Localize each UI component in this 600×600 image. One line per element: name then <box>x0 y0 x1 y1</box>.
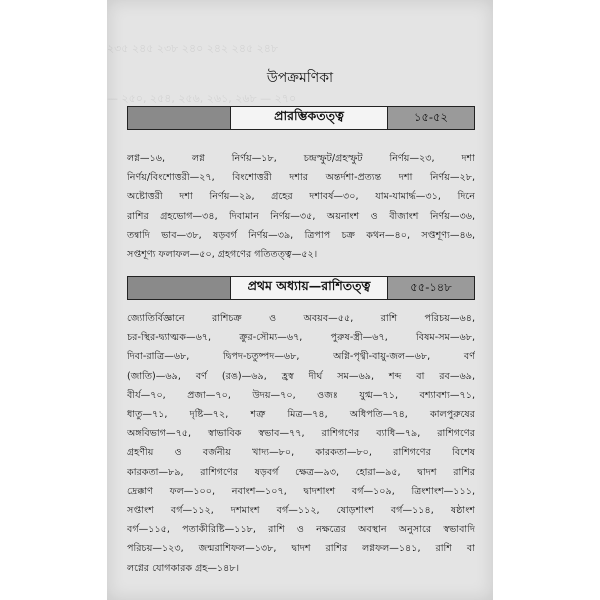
section-header-rashitattva <box>127 276 475 300</box>
book-page <box>107 0 493 600</box>
contents-line: বীর্য—৭০, প্রজা—৭০, উদয়—৭০, ওজঃ যুগ্ম—৭১, বশ্যাবশ্য—৭১, <box>127 389 475 401</box>
section-page-range: ৫৫-১৪৮ <box>387 277 474 299</box>
contents-line: লগ্নের যোগকারক গ্রহ—১৪৮। <box>127 562 240 574</box>
contents-line: তন্বাদি ভাব—৩৮, ষড়বর্গ নির্ণয়—৩৯, ত্রিপাপ চক্র কথন—৪০, সপ্তশূণ্য—৪৬, <box>127 229 475 241</box>
contents-line: ধাতু—৭১, দৃষ্টি—৭২, শত্রু মিত্র—৭৪, অধিপতি—৭৪, কালপুরুষের <box>127 409 475 421</box>
section-contents-rashitattva <box>127 309 475 578</box>
contents-line: দ্রেক্কাণ ফল—১০০, নবাংশ—১০৭, দ্বাদশাংশ বর্গ—১০৯, ত্রিংশাংশ—১১১, <box>127 485 475 497</box>
section-header-shade-left <box>128 277 231 299</box>
contents-line: নির্ণয়/বিংশোত্তরী—২৭, বিংশোত্তরী দশার অন্তর্দশা-প্রত্যন্ত দশা নির্ণয়—২৮, <box>127 172 475 184</box>
contents-line: পরিচয়—১২৩, জন্মরাশিফল—১৩৮, দ্বাদশ রাশির লগ্নফল—১৪১, রাশি বা <box>127 543 475 555</box>
section-heading: প্রথম অধ্যায়—রাশিতত্ত্ব <box>247 278 371 293</box>
contents-line: চর-স্থির-দ্ব্যাত্মক—৬৭, ক্রুর-সৌম্য—৬৭, পুরুষ-স্ত্রী—৬৭, বিষম-সম—৬৮, <box>127 332 475 344</box>
contents-line: (জাতি)—৬৯, বর্ণ (রঙ)—৬৯, হ্রস্ব দীর্ঘ সম—৬৯, শব্দ বা রব—৬৯, <box>127 370 475 382</box>
section-header-shade-left <box>128 107 231 129</box>
contents-line: সপ্তাংশ বর্গ—১১২, দশমাংশ বর্গ—১১২, ষোড়শাংশ বর্গ—১১৪, ষষ্ঠাংশ <box>127 505 475 517</box>
section-contents-prarambhik <box>127 149 475 264</box>
contents-line: অঙ্গবিভাগ—৭৫, স্বাভাবিক স্বভাব—৭৭, রাশিগণের ব্যাধি—৭৯, রাশিগণের <box>127 428 475 440</box>
contents-line: কারকতা—৮৯, রাশিগণের ষড়বর্গ ক্ষেত্র—৯৩, হোরা—৯৫, দ্বাদশ রাশির <box>127 466 475 478</box>
contents-line: গ্রহণীয় ও বর্জনীয় খাদ্য—৮০, কারকতা—৮০, রাশিগণের বিশেষ <box>127 447 475 459</box>
section-page-range: ১৫-৫২ <box>387 107 474 129</box>
section-heading: প্রারম্ভিকতত্ত্ব <box>274 108 344 123</box>
bleed-through-text: — ২৫০, ২৫৪, ২৫৬, ২৬১, ২৬৮ — ২৭০ <box>107 92 297 105</box>
contents-line: অষ্টোত্তরী দশা নির্ণয়—২৯, গ্রহের দশাবর্ষ—৩০, যাম-যামার্দ্ধ—৩১, দিনে <box>127 191 475 203</box>
contents-line: দিবা-রাত্রি—৬৮, দ্বিপদ-চতুষ্পদ—৬৮, অগ্নি-পৃথ্বী-বায়ু-জল—৬৮, বর্ণ <box>127 351 475 363</box>
contents-line: রাশির গ্রহভোগ—৩৪, দিবামান নির্ণয়—৩৫, অয়নাংশ ও বীজাংশ নির্ণয়—৩৬, <box>127 210 475 222</box>
bleed-through-text: ২৩৫ ২৪৫ ২৩৮ ২৪০ ২৪২ ২৪৫ ২৪৮ <box>107 42 279 55</box>
contents-line: লগ্ন—১৬, লগ্ন নির্ণয়—১৮, চন্দ্রস্ফুট/গ্রহস্ফুট নির্ণয়—২৩, দশা <box>127 153 475 164</box>
contents-line: বর্গ—১১৫, পতাকীরিষ্টি—১১৮, রাশি ও নক্ষত্রের অবস্থান অনুসারে স্বভাবাদি <box>127 524 475 536</box>
contents-line: জ্যোতির্বিজ্ঞানে রাশিচক্র ও অবয়ব—৫৫, রাশি পরিচয়—৬৪, <box>127 313 475 324</box>
contents-line: সপ্তশূণ্য ফলাফল—৫০, গ্রহগণের গতিতত্ত্ব—৫২। <box>127 249 318 261</box>
section-header-prarambhik <box>127 106 475 130</box>
page-title: উপক্রমণিকা <box>266 70 334 86</box>
